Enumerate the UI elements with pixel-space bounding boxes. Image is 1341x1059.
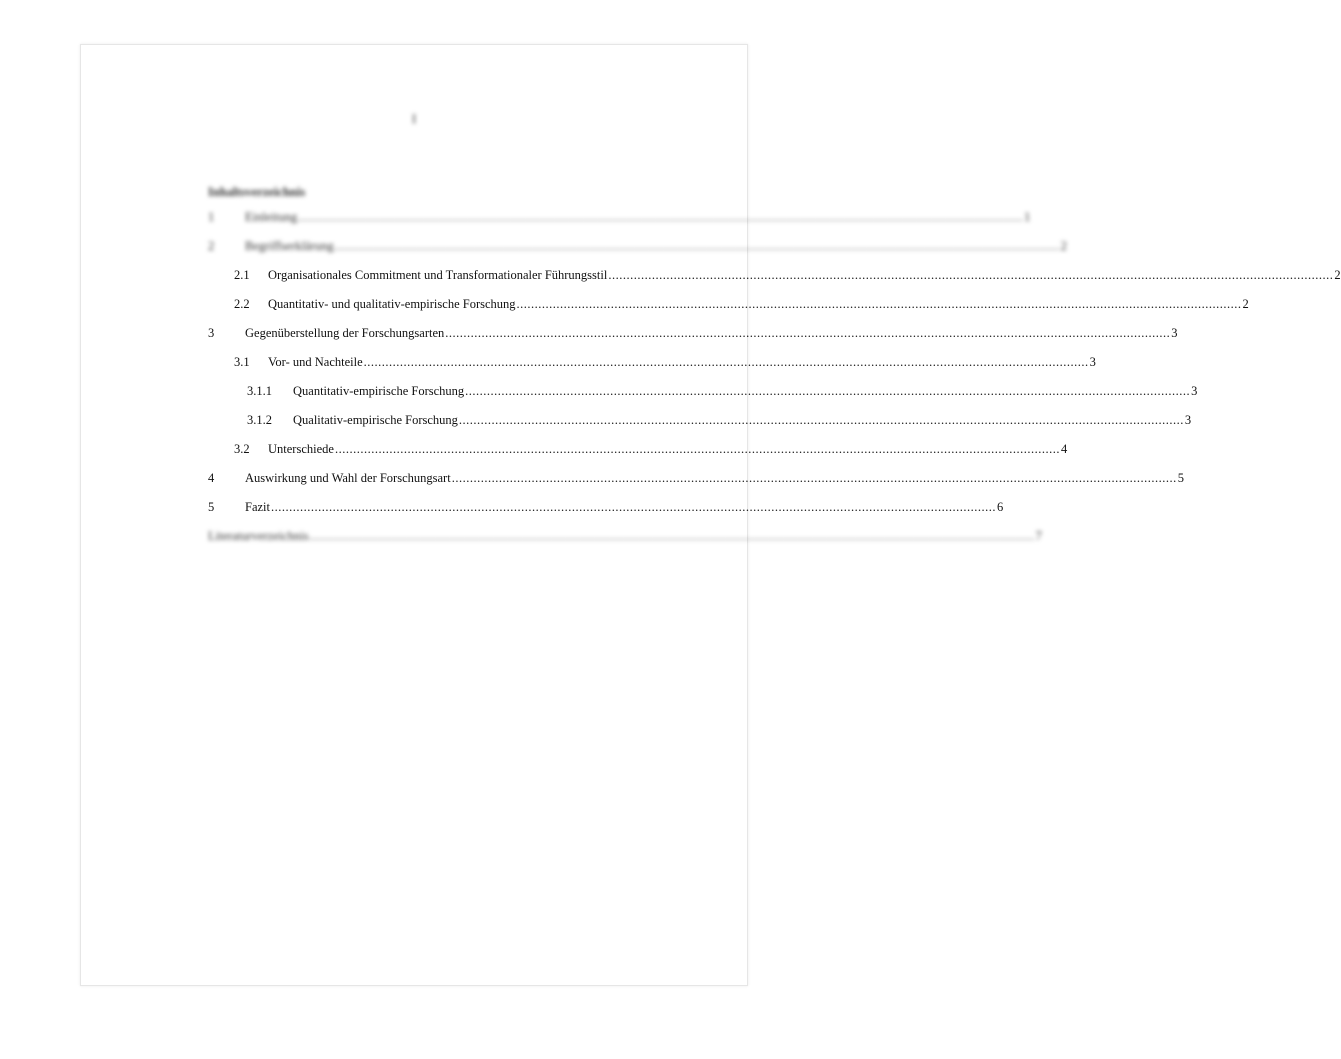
toc-entry xyxy=(208,384,1198,404)
toc-entry xyxy=(208,442,1068,462)
toc-entry-label: Quantitativ-empirische Forschung xyxy=(293,384,465,398)
toc-entry-label: Unterschiede xyxy=(268,442,334,456)
toc-entry xyxy=(208,268,1341,288)
toc-entry-page: 4 xyxy=(1060,442,1068,456)
toc-entry-page: 5 xyxy=(1177,471,1184,485)
toc-entry-page: 2 xyxy=(1060,239,1067,253)
toc-entry-number: 2 xyxy=(208,239,215,253)
toc-entry-label: Auswirkung und Wahl der Forschungsart xyxy=(245,471,451,485)
toc-entry-page: 3 xyxy=(1171,326,1178,340)
toc-entry xyxy=(208,326,1178,346)
toc-leader-dots: ........................................................................................................................................................................................................ xyxy=(334,442,1060,456)
toc-leader-dots: ........................................................................................................................................................................................................ xyxy=(465,384,1191,398)
toc-entry-label: Qualitativ-empirische Forschung xyxy=(293,413,458,427)
toc-entry-number: 1 xyxy=(208,210,215,224)
toc-entry-label: Einleitung xyxy=(245,210,298,224)
toc-entry-number: 3.2 xyxy=(234,442,250,456)
toc-leader-dots: ........................................................................................................................................................................................................ xyxy=(516,297,1242,311)
toc-entry-page: 7 xyxy=(1035,529,1042,543)
toc-entry-label: Gegenüberstellung der Forschungsarten xyxy=(245,326,445,340)
toc-entry-page: 2 xyxy=(1334,268,1341,282)
toc-entry xyxy=(208,297,1249,317)
toc-title: Inhaltsverzeichnis xyxy=(208,185,306,199)
toc-leader-dots: ........................................................................................................................................................................................................ xyxy=(309,529,1035,543)
toc-leader-dots: ........................................................................................................................................................................................................ xyxy=(271,500,996,514)
toc-entry-label: Vor- und Nachteile xyxy=(268,355,363,369)
toc-entry-number: 3.1.2 xyxy=(247,413,272,427)
toc-entry-number: 2.1 xyxy=(234,268,250,282)
toc-leader-dots: ........................................................................................................................................................................................................ xyxy=(445,326,1171,340)
toc-entry xyxy=(208,413,1192,433)
toc-leader-dots: ........................................................................................................................................................................................................ xyxy=(458,413,1184,427)
document-page xyxy=(80,44,1341,986)
toc-entry xyxy=(208,471,1184,491)
toc-entry xyxy=(208,210,1031,230)
page-number: I xyxy=(411,111,417,126)
toc-entry-label: Fazit xyxy=(245,500,270,514)
toc-entry-label: Organisationales Commitment und Transformationaler Führungsstil xyxy=(268,268,608,282)
toc-entry-number: 2.2 xyxy=(234,297,250,311)
toc-leader-dots: ........................................................................................................................................................................................................ xyxy=(608,268,1334,282)
toc-entry-number: 3.1.1 xyxy=(247,384,272,398)
toc-entry-number: 4 xyxy=(208,471,215,485)
toc-entry-page: 2 xyxy=(1242,297,1249,311)
toc-entry-number: 3 xyxy=(208,326,215,340)
toc-entry xyxy=(208,500,1004,520)
toc-leader-dots: ........................................................................................................................................................................................................ xyxy=(334,239,1060,253)
toc-leader-dots: ........................................................................................................................................................................................................ xyxy=(363,355,1089,369)
toc-entry-page: 6 xyxy=(997,500,1004,514)
toc-entry-page: 3 xyxy=(1089,355,1096,369)
toc-entry xyxy=(208,239,1067,259)
toc-entry-page: 1 xyxy=(1024,210,1031,224)
toc-entry xyxy=(208,529,1042,549)
toc-entry-label: Begriffserklärung xyxy=(245,239,334,253)
toc-entry-page: 3 xyxy=(1191,384,1198,398)
toc-leader-dots: ........................................................................................................................................................................................................ xyxy=(298,210,1024,224)
toc-entry-number: 5 xyxy=(208,500,215,514)
toc-entry-number: 3.1 xyxy=(234,355,250,369)
toc-entry xyxy=(208,355,1096,375)
toc-entry-page: 3 xyxy=(1184,413,1192,427)
toc-entry-label: Quantitativ- und qualitativ-empirische Forschung xyxy=(268,297,516,311)
toc-leader-dots: ........................................................................................................................................................................................................ xyxy=(451,471,1177,485)
toc-entry-label: Literaturverzeichnis xyxy=(208,529,309,543)
